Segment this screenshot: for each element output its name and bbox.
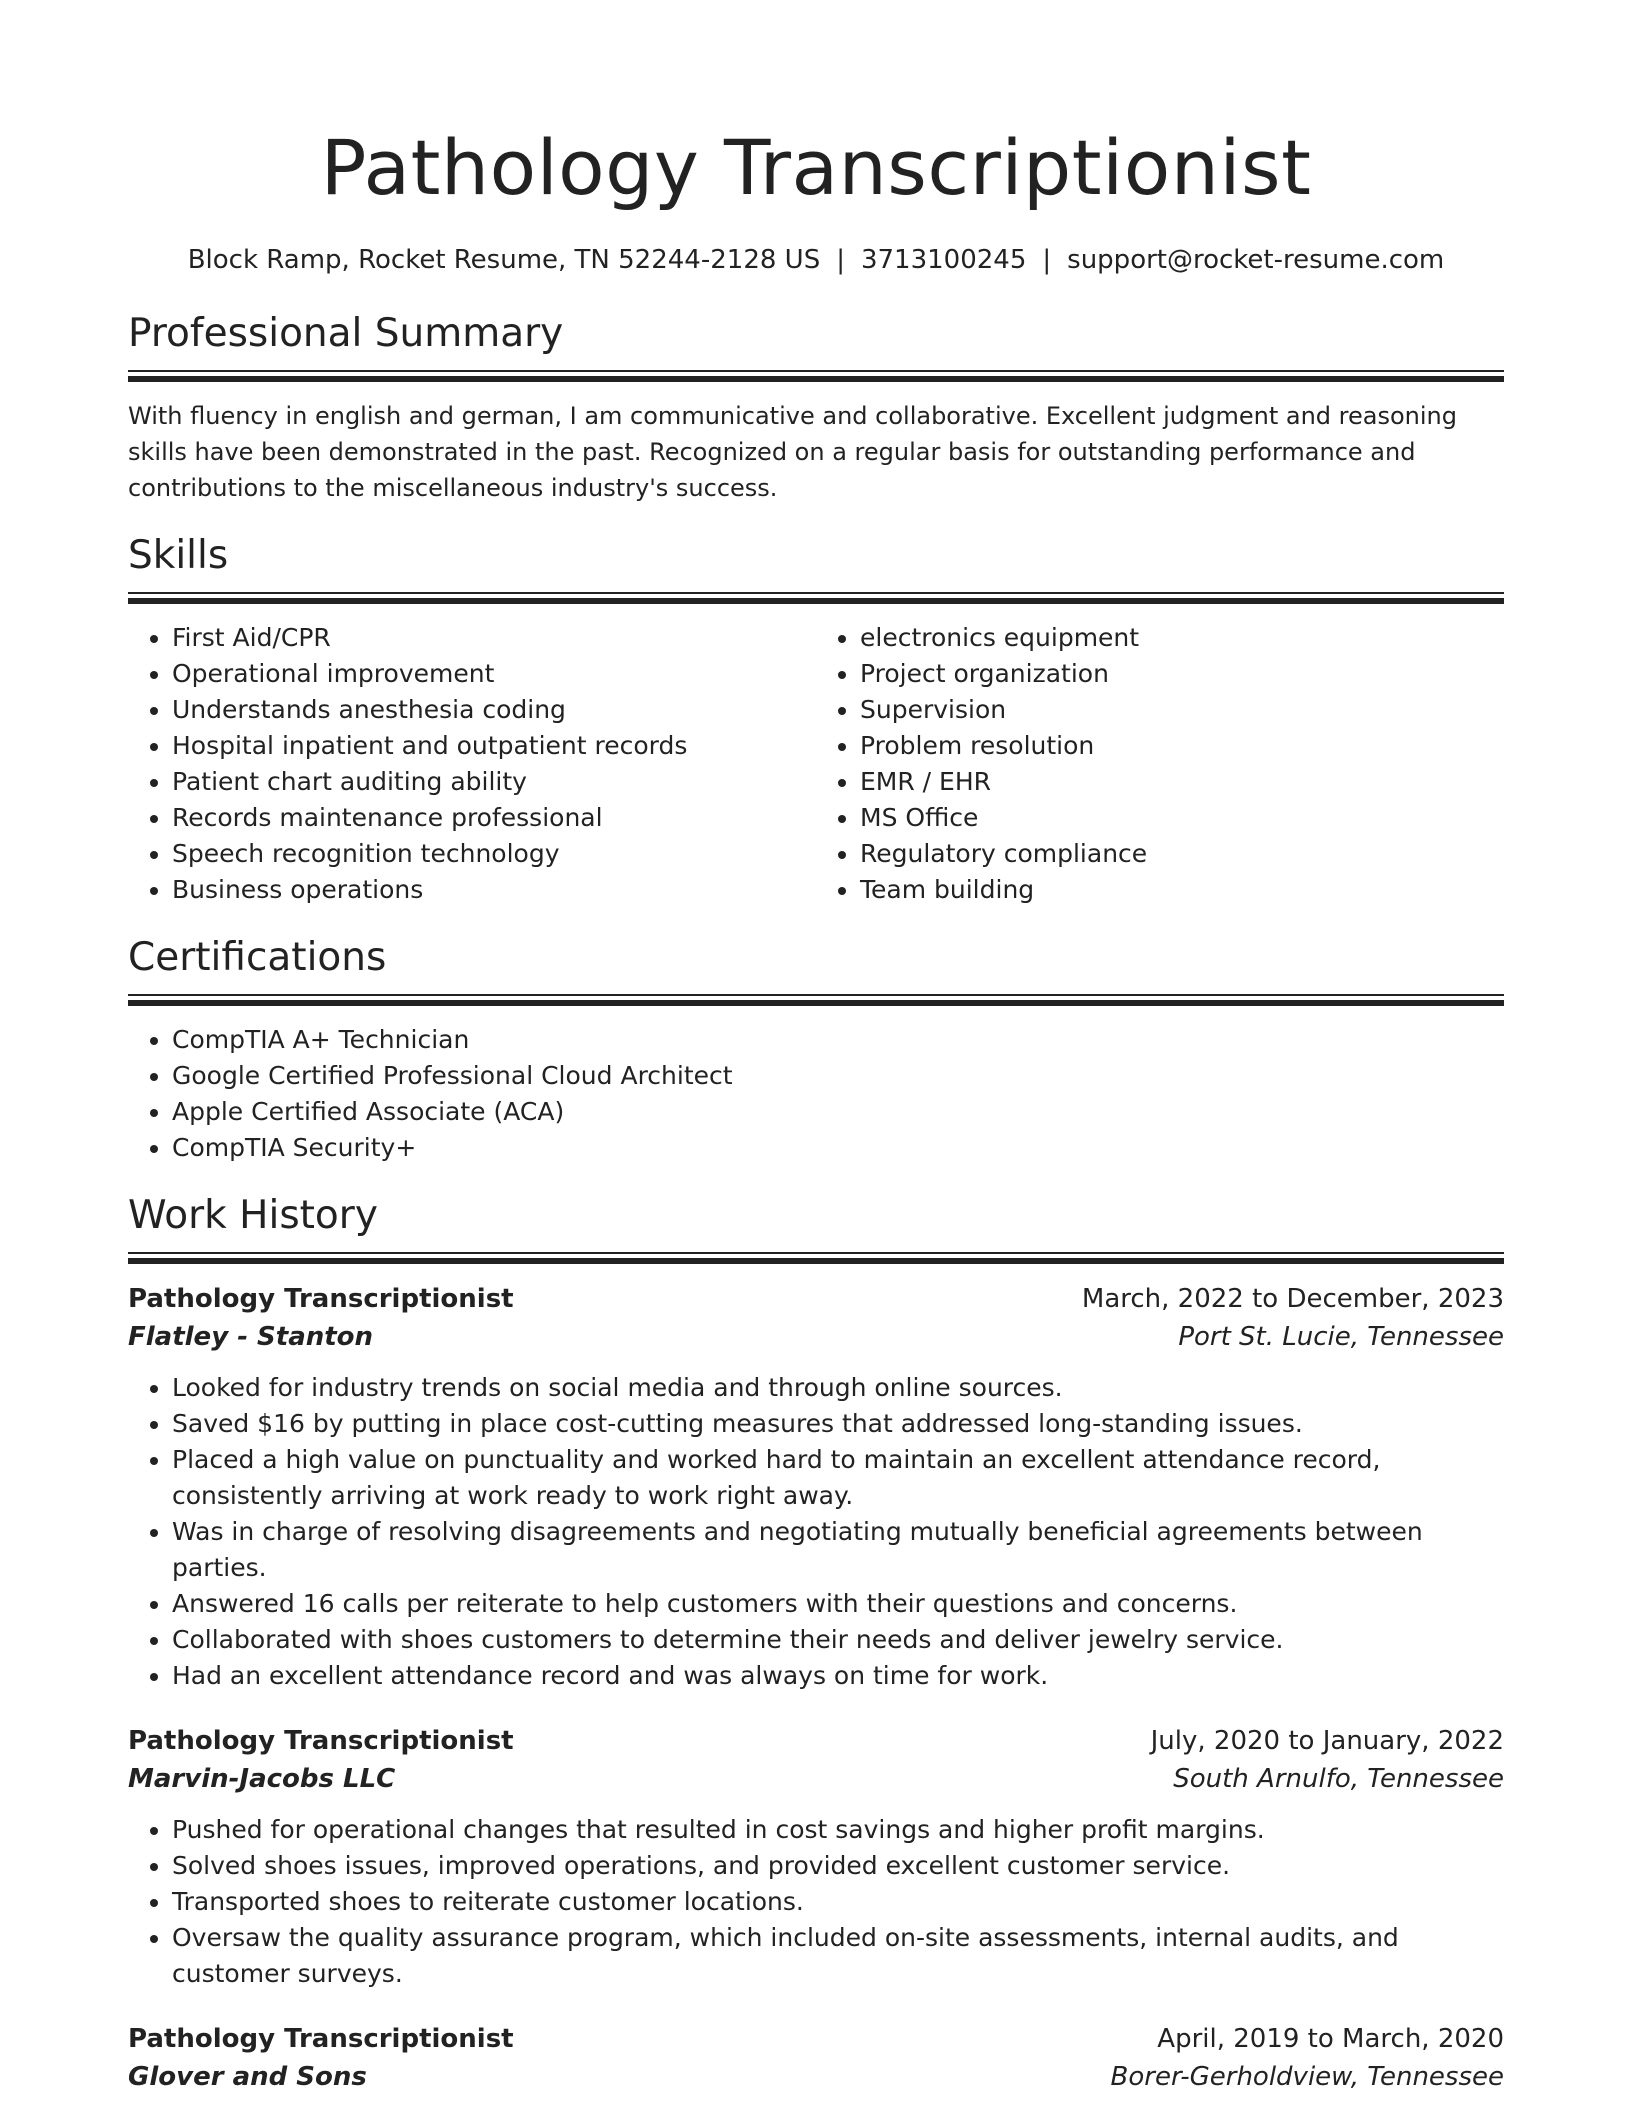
job-bullet: • Collaborated with shoes customers to determine their needs and deliver jewelry service. <box>172 1622 1504 1658</box>
skill-item: • Operational improvement <box>172 656 816 692</box>
contact-phone: 3713100245 <box>860 245 1027 275</box>
section-divider <box>128 592 1504 604</box>
job-bullet: • Answered 16 calls per reiterate to help customers with their questions and concerns. <box>172 1586 1504 1622</box>
job-location: Port St. Lucie, Tennessee <box>1178 1322 1504 1352</box>
job-dates: April, 2019 to March, 2020 <box>1157 2024 1504 2054</box>
skill-item: • Hospital inpatient and outpatient records <box>172 728 816 764</box>
skill-item: • electronics equipment <box>860 620 1504 656</box>
skills-heading: Skills <box>128 533 229 578</box>
skill-item: • Understands anesthesia coding <box>172 692 816 728</box>
job-bullets <box>128 1370 1504 1694</box>
job-location: Borer-Gerholdview, Tennessee <box>1110 2062 1504 2092</box>
job-title: Pathology Transcriptionist <box>128 2024 514 2054</box>
summary-heading: Professional Summary <box>128 311 564 356</box>
job-entry <box>128 1280 1504 1694</box>
job-bullet: • Saved $16 by putting in place cost-cutting measures that addressed long-standing issues. <box>172 1406 1504 1442</box>
skill-item: • Business operations <box>172 872 816 908</box>
certification-item: • CompTIA A+ Technician <box>172 1022 1504 1058</box>
skill-item: • Team building <box>860 872 1504 908</box>
job-bullet: • Oversaw the quality assurance program, which included on-site assessments, internal audits, and customer surveys. <box>172 1920 1504 1992</box>
contact-email[interactable]: support@rocket-resume.com <box>1067 245 1445 275</box>
section-divider <box>128 1252 1504 1264</box>
certification-item: • Google Certified Professional Cloud Architect <box>172 1058 1504 1094</box>
certification-item: • Apple Certified Associate (ACA) <box>172 1094 1504 1130</box>
skill-item: • Supervision <box>860 692 1504 728</box>
contact-address: Block Ramp, Rocket Resume, TN 52244-2128 US <box>187 245 821 275</box>
job-entry <box>128 1722 1504 1992</box>
job-bullet: • Solved shoes issues, improved operations, and provided excellent customer service. <box>172 1848 1504 1884</box>
work-history-section <box>128 1192 1504 2096</box>
job-title: Pathology Transcriptionist <box>128 1284 514 1314</box>
skill-item: • Speech recognition technology <box>172 836 816 872</box>
contact-separator: | <box>1042 245 1052 275</box>
job-bullet: • Had an excellent attendance record and was always on time for work. <box>172 1658 1504 1694</box>
job-title: Pathology Transcriptionist <box>128 1726 514 1756</box>
job-company: Marvin-Jacobs LLC <box>128 1764 396 1794</box>
job-subheader <box>128 1318 1504 1356</box>
skill-item: • MS Office <box>860 800 1504 836</box>
job-dates: March, 2022 to December, 2023 <box>1081 1284 1504 1314</box>
job-bullets <box>128 1812 1504 1992</box>
job-header <box>128 1722 1504 1760</box>
job-header <box>128 1280 1504 1318</box>
summary-section <box>128 310 1504 506</box>
job-bullet: • Pushed for operational changes that resulted in cost savings and higher profit margins. <box>172 1812 1504 1848</box>
skill-item: • Patient chart auditing ability <box>172 764 816 800</box>
skills-list-right <box>816 620 1504 908</box>
skill-item: • Regulatory compliance <box>860 836 1504 872</box>
job-entry <box>128 2020 1504 2096</box>
job-bullet: • Looked for industry trends on social media and through online sources. <box>172 1370 1504 1406</box>
job-company: Flatley - Stanton <box>128 1322 374 1352</box>
skills-section <box>128 532 1504 908</box>
skills-list-left <box>128 620 816 908</box>
skill-item: • EMR / EHR <box>860 764 1504 800</box>
skill-item: • Project organization <box>860 656 1504 692</box>
certifications-list <box>128 1022 1504 1166</box>
contact-separator: | <box>836 245 845 275</box>
section-divider <box>128 994 1504 1006</box>
skill-item: • Records maintenance professional <box>172 800 816 836</box>
skills-columns <box>128 620 1504 908</box>
section-divider <box>128 370 1504 382</box>
job-subheader <box>128 2058 1504 2096</box>
certification-item: • CompTIA Security+ <box>172 1130 1504 1166</box>
certifications-section <box>128 934 1504 1166</box>
work-history-heading: Work History <box>128 1193 378 1238</box>
job-bullet: • Was in charge of resolving disagreements and negotiating mutually beneficial agreements between parties. <box>172 1514 1504 1586</box>
jobs-list <box>128 1280 1504 2096</box>
job-header <box>128 2020 1504 2058</box>
resume-name: Pathology Transcriptionist <box>320 123 1312 212</box>
contact-line <box>128 242 1504 278</box>
job-subheader <box>128 1760 1504 1798</box>
certifications-heading: Certifications <box>128 935 387 980</box>
summary-text: With fluency in english and german, I am communicative and collaborative. Excellent judgment and reasoning skills have been demonstrated in the past. Recognized on a regular basis for outstanding performance and contributions to the miscellaneous industry's success. <box>128 402 1457 502</box>
job-company: Glover and Sons <box>128 2062 367 2092</box>
job-dates: July, 2020 to January, 2022 <box>1150 1726 1504 1756</box>
job-bullet: • Placed a high value on punctuality and worked hard to maintain an excellent attendance record, consistently arriving at work ready to work right away. <box>172 1442 1504 1514</box>
skill-item: • First Aid/CPR <box>172 620 816 656</box>
job-location: South Arnulfo, Tennessee <box>1173 1764 1504 1794</box>
skill-item: • Problem resolution <box>860 728 1504 764</box>
job-bullet: • Transported shoes to reiterate customer locations. <box>172 1884 1504 1920</box>
